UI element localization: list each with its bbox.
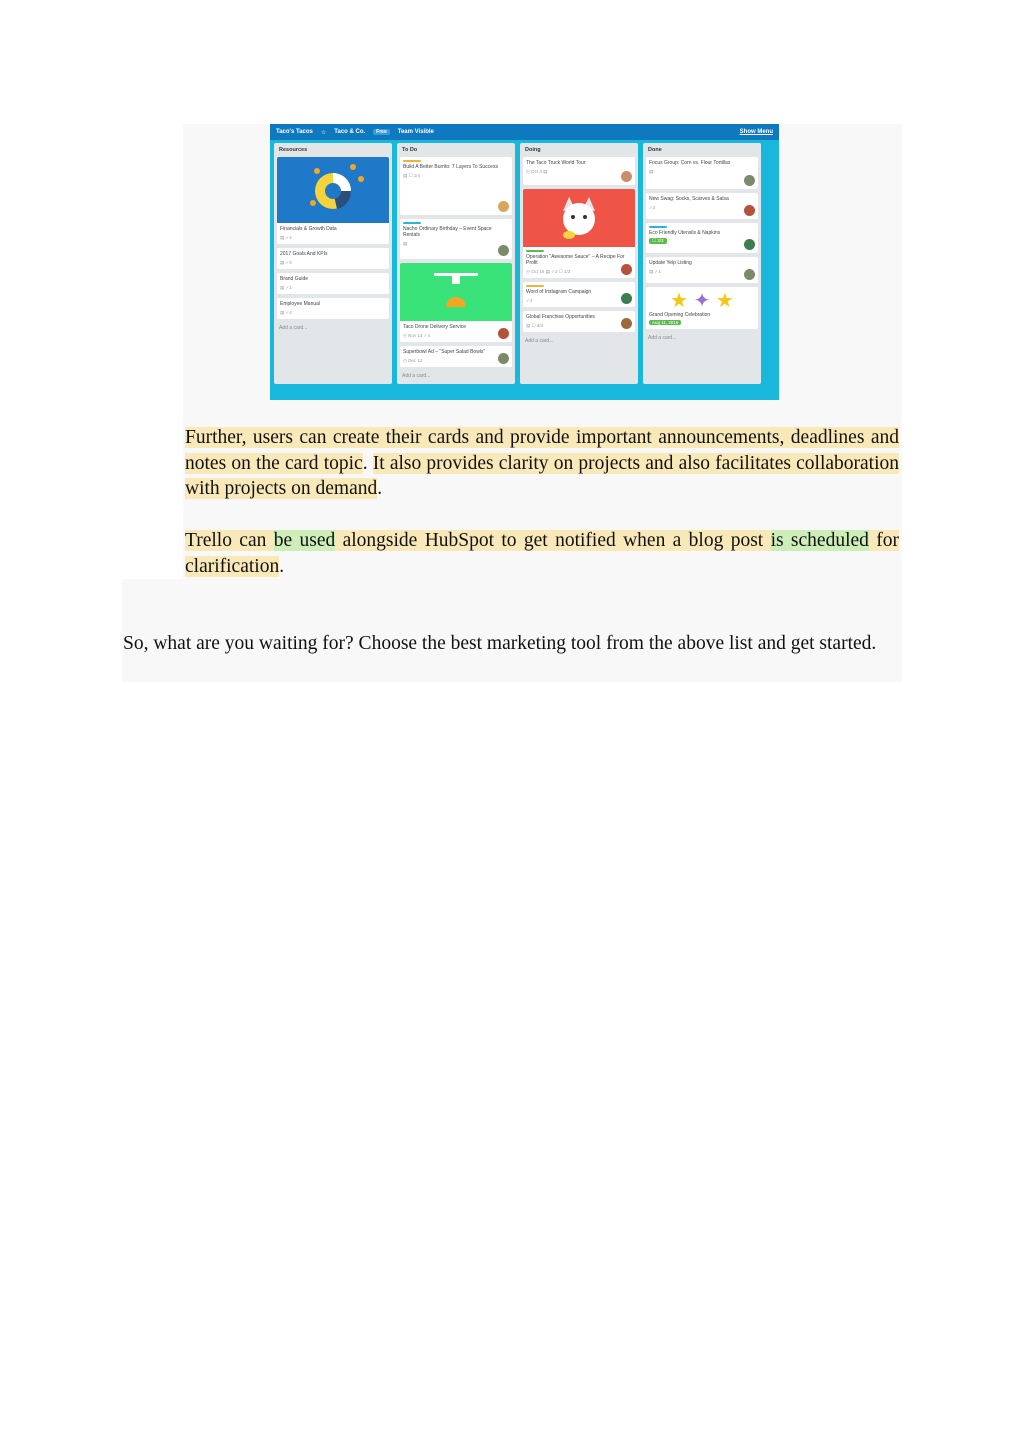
- avatar: [621, 264, 632, 275]
- avatar: [744, 205, 755, 216]
- list-item: Employee Manual ▤ ✓4: [277, 298, 389, 319]
- list-item: Global Franchise Opportunities ▤ ☐ 4/4: [523, 311, 635, 332]
- list-item: Eco Friendly Utensils & Napkins ☐ 3/3: [646, 223, 758, 253]
- add-card: Add a card...: [402, 373, 431, 379]
- list-item: Operation "Awesome Sauce" – A Recipe For Profit ◷ Oct 16 ▤ ✓2 ☐ 1/3: [523, 189, 635, 278]
- list-doing: [520, 143, 638, 384]
- list-item: Build A Better Burrito: 7 Layers To Success ▤ ☐ 1/4: [400, 157, 512, 215]
- list-resources: [274, 143, 392, 384]
- avatar: [498, 328, 509, 339]
- add-card: Add a card...: [279, 325, 308, 331]
- paragraph-trello-hubspot: Trello can be used alongside HubSpot to get notified when a blog post is scheduled for clarification.: [185, 530, 899, 577]
- team-name: Taco & Co.: [334, 129, 366, 135]
- list-item: The Taco Truck World Tour ◷ Oct 4 ▤: [523, 157, 635, 185]
- list-item: Financials & Growth Data ▤ ✓4: [277, 157, 389, 244]
- list-item: Superbowl Ad – "Super Salad Bowls" ◷ Dec 12: [400, 346, 512, 367]
- avatar: [744, 269, 755, 280]
- avatar: [621, 293, 632, 304]
- avatar: [498, 245, 509, 256]
- star-icon: ☆: [320, 129, 327, 136]
- add-card: Add a card...: [525, 338, 554, 344]
- list-item: New Swag: Socks, Scarves & Salsa ✓2: [646, 193, 758, 219]
- list-item: Nacho Ordinary Birthday – Event Space Rentals ▤: [400, 219, 512, 259]
- husky-image-icon: [523, 189, 635, 247]
- list-item: Brand Guide ▤ ✓1: [277, 273, 389, 294]
- paragraph-conclusion: So, what are you waiting for? Choose the best marketing tool from the above list and get started.: [123, 633, 877, 654]
- avatar: [744, 239, 755, 250]
- avatar: [744, 175, 755, 186]
- avatar: [621, 318, 632, 329]
- visibility: Team Visible: [397, 129, 434, 135]
- drone-image-icon: [400, 263, 512, 321]
- list-item: 2017 Goals And KPIs ▤ ✓4: [277, 248, 389, 269]
- list-title: Resources: [279, 147, 308, 153]
- add-card: Add a card...: [648, 335, 677, 341]
- paragraph-trello-features: Further, users can create their cards and provide important announcements, deadlines and notes on the card topic. It also provides clarity on projects and also facilitates collaboration with projects on demand.: [185, 427, 900, 499]
- list-item: ★ ✦ ★ Grand Opening Celebration Aug 11, 2016: [646, 287, 758, 329]
- avatar: [498, 201, 509, 212]
- list-item: Focus Group: Corn vs. Flour Tortillas ▤: [646, 157, 758, 189]
- list-todo: [397, 143, 515, 384]
- date-badge: Aug 11, 2016: [649, 320, 681, 325]
- list-title: Done: [648, 147, 662, 153]
- chart-image-icon: [277, 157, 389, 223]
- avatar: [621, 171, 632, 182]
- list-item: Taco Drone Delivery Service ◷ Nov 14 ✓4: [400, 263, 512, 342]
- show-menu: Show Menu: [739, 129, 773, 135]
- list-title: Doing: [525, 147, 541, 153]
- avatar: [498, 353, 509, 364]
- list-done: [643, 143, 761, 384]
- stars-image-icon: ★ ✦ ★: [670, 290, 734, 312]
- list-title: To Do: [402, 147, 418, 153]
- list-item: Update Yelp Listing ▤ ✓1: [646, 257, 758, 283]
- list-item: Word of Instagram Campaign ✓4: [523, 282, 635, 307]
- team-badge: Free: [373, 129, 390, 135]
- trello-header: [270, 124, 779, 140]
- trello-board-screenshot: [270, 124, 779, 400]
- board-title: Taco's Tacos: [276, 129, 313, 135]
